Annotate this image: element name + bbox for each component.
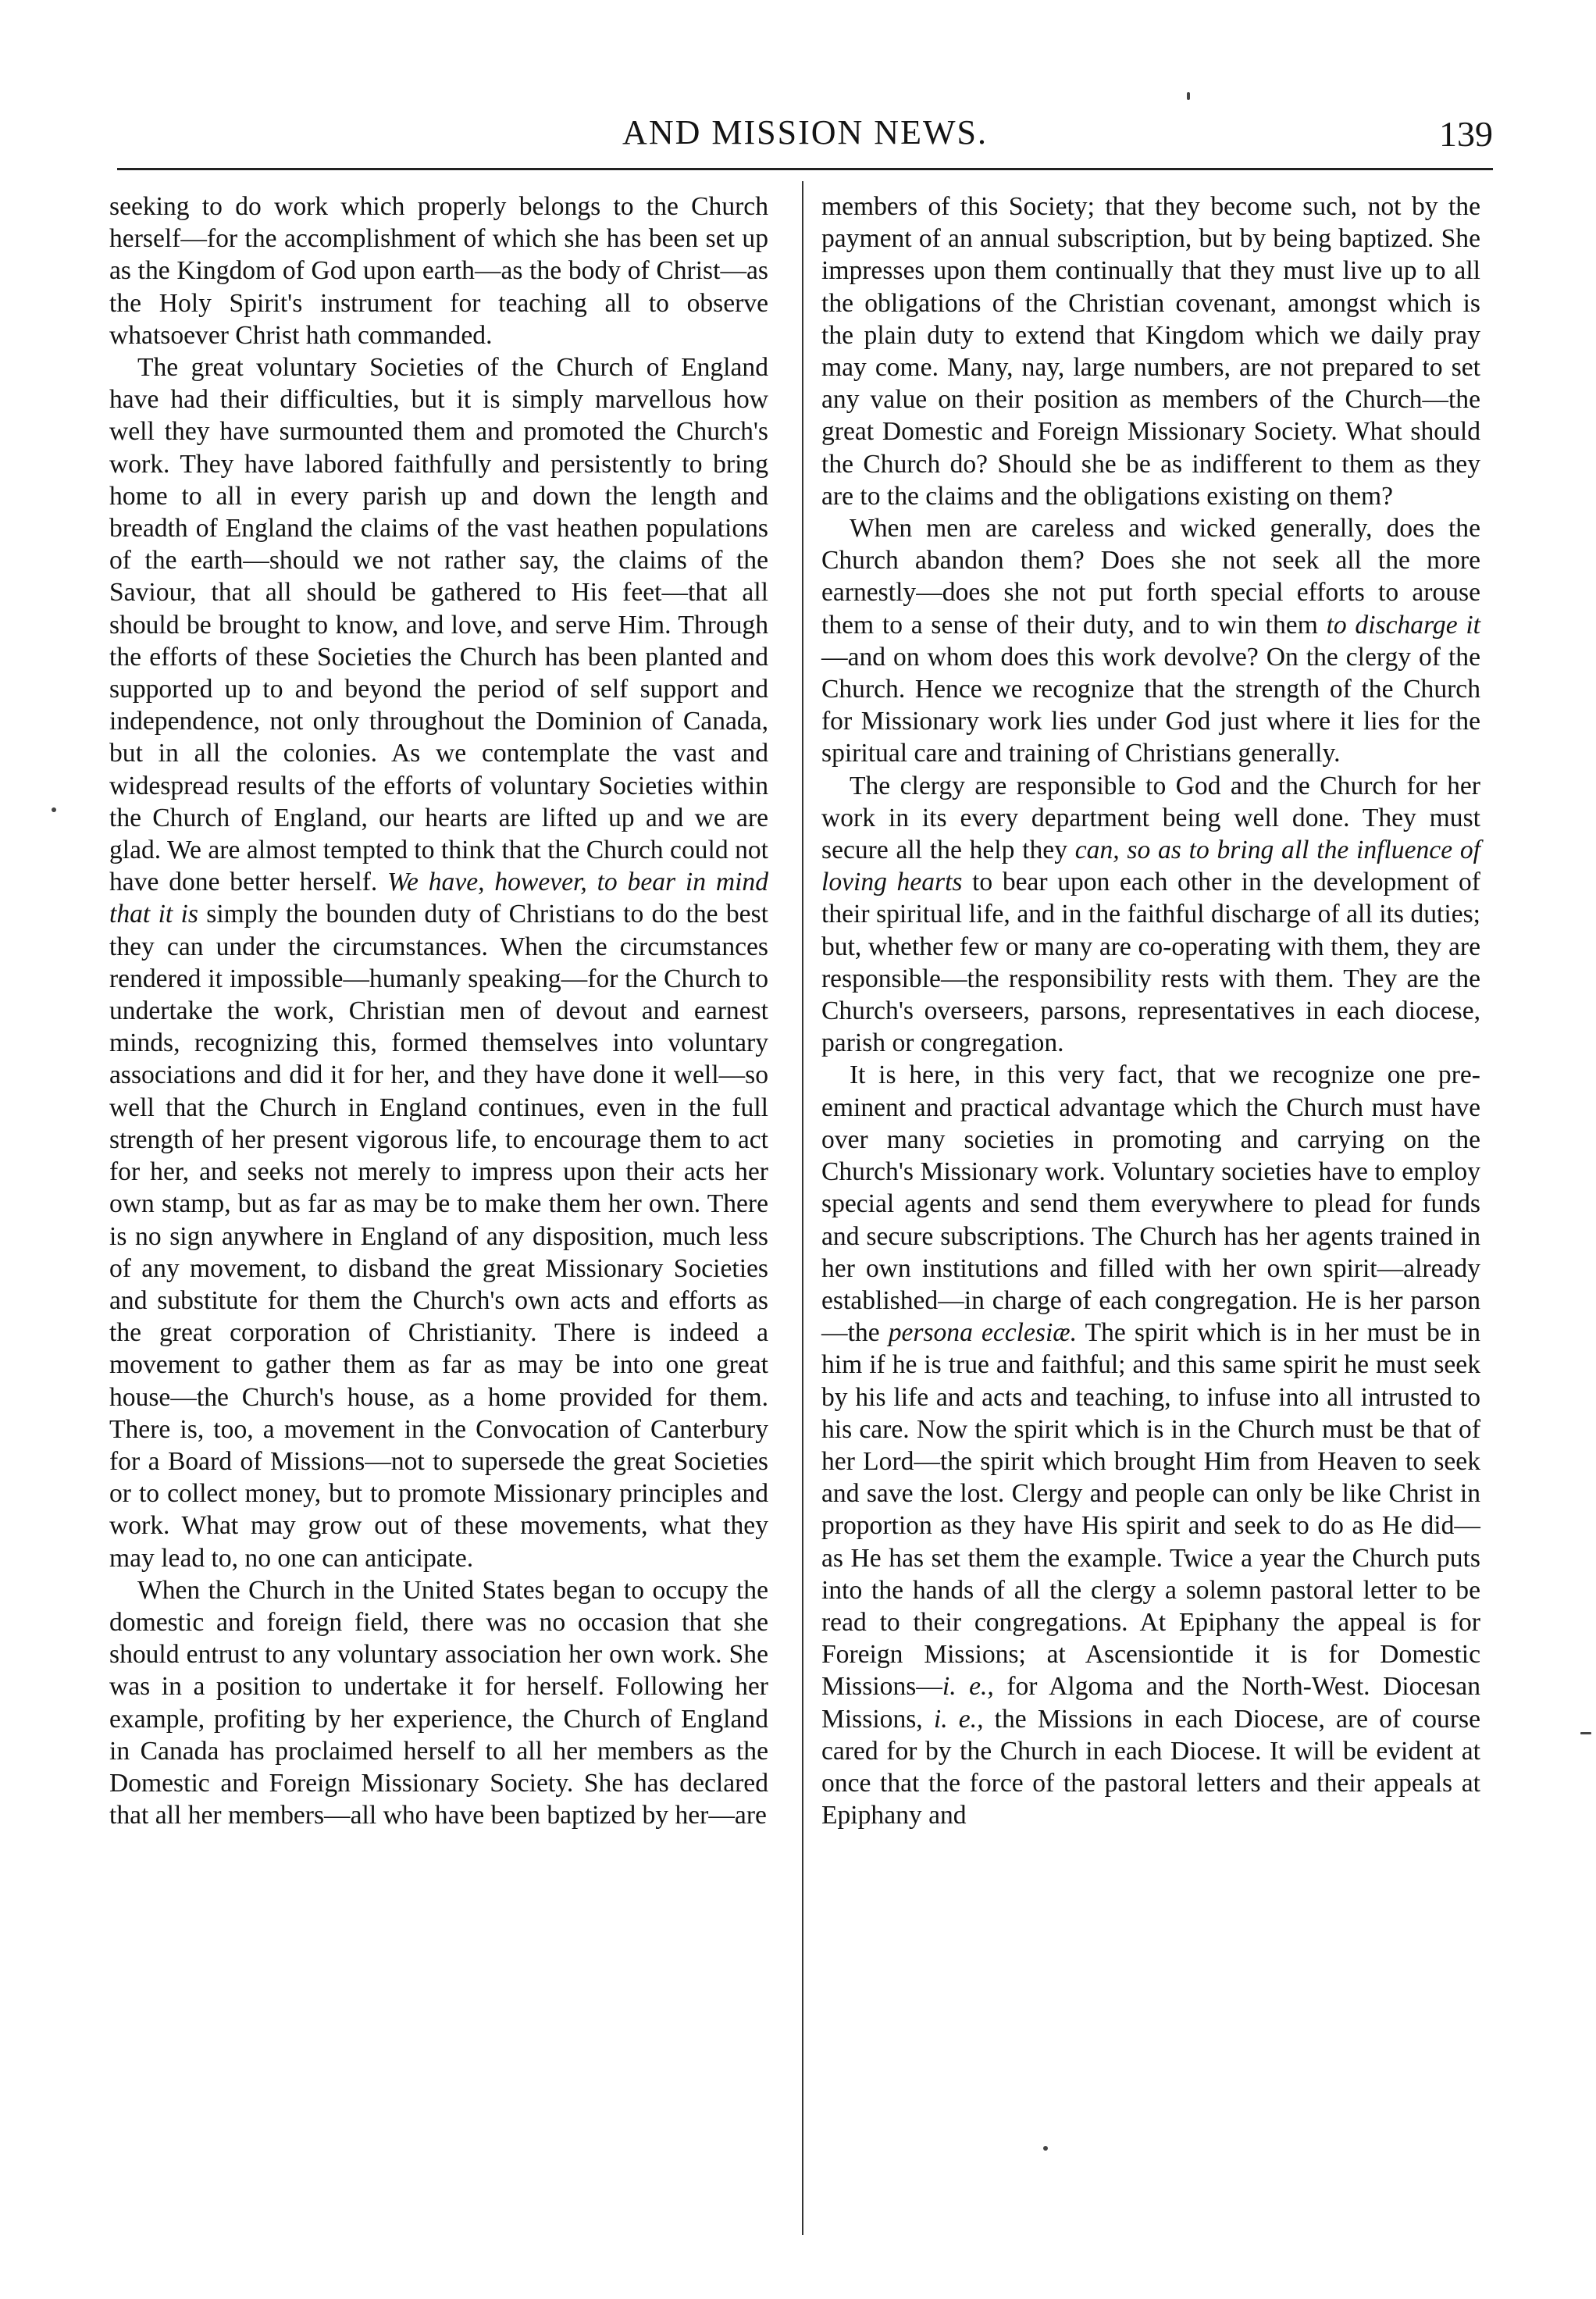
paragraph-pre-eminent-advantage xyxy=(821,1059,1480,1831)
paragraph-voluntary-societies xyxy=(109,351,768,1574)
italic-abbreviation: i. e., xyxy=(942,1672,994,1702)
paragraph-text: When the Church in the United States began to occupy the domestic and foreign field, there was no occasion that she should entrust to any voluntary association her own work. She was in a position to undertake it for herself. Following her example, profiting by her experience, the Church of England in Canada has proclaimed herself to all her members as the Domestic and Foreign Missionary Society. She has declared that all her members—all who have been baptized by her—are xyxy=(109,1575,768,1830)
paragraph-text: The clergy are responsible to God and the Church for her work in its every department being well done. They must secure all the help they xyxy=(821,771,1480,865)
italic-phrase: We have, however, to bear in mind that it is xyxy=(109,868,768,929)
scan-speck xyxy=(1187,92,1190,100)
paragraph-text: the Missions in each Diocese, are of course cared for by the Church in each Diocese. It will be evident at once that the force of the pastoral letters and their appeals at Epiphany and xyxy=(821,1704,1480,1830)
scan-speck xyxy=(1043,2146,1048,2151)
running-title: AND MISSION NEWS. xyxy=(622,113,988,151)
paragraph-united-states xyxy=(109,1574,768,1832)
paragraph-clergy-responsible xyxy=(821,770,1480,1060)
paragraph-careless-men xyxy=(821,512,1480,770)
scan-speck xyxy=(52,807,56,812)
paragraph-text: to bear upon each other in the development of their spiritual life, and in the faithful discharge of all its duties; but, whether few or many are co-operating with them, they are responsible—the responsibility rests with them. They are the Church's overseers, parsons, representatives in each diocese, parish or congregation. xyxy=(821,868,1480,1058)
scan-speck xyxy=(1580,1732,1591,1734)
paragraph-text: —and on whom does this work devolve? On the clergy of the Church. Hence we recognize that the strength of the Church for Missionary work lies under God just where it lies for the spiritual care and training of Christians generally. xyxy=(821,642,1480,768)
paragraph-text: The great voluntary Societies of the Church of England have had their difficulties, but it is simply marvellous how well they have surmounted them and promoted the Church's work. They have labored faithfully and persistently to bring home to all in every parish up and down the length and breadth of England the claims of the vast heathen populations of the earth—should we not rather say, the claims of the Saviour, that all should be gathered to His feet—that all should be brought to know, and love, and serve Him. Through the efforts of these Societies the Church has been planted and supported up to and beyond the period of self support and independence, not only throughout the Dominion of Canada, but in all the colonies. As we contemplate the vast and widespread results of the efforts of voluntary Societies within the Church of England, our hearts are lifted up and we are glad. We are almost tempted to think that the Church could not have done better herself. xyxy=(109,353,768,897)
italic-phrase: to discharge it xyxy=(1326,610,1480,640)
italic-phrase: can, so as to bring all the influence of loving hearts xyxy=(821,836,1480,897)
paragraph-text: The spirit which is in her must be in him if he is true and faithful; and this same spirit he must seek by his life and acts and teaching, to infuse into all intrusted to his care. Now the spirit which is in the Church must be that of her Lord—the spirit which brought Him from Heaven to seek and save the lost. Clergy and people can only be like Christ in proportion as they have His spirit and seek to do as He did—as He has set them the example. Twice a year the Church puts into the hands of all the clergy a solemn pastoral letter to be read to their congregations. At Epiphany the appeal is for Foreign Missions; at Ascensiontide it is for Domestic Missions— xyxy=(821,1318,1480,1702)
italic-phrase: persona ecclesiæ. xyxy=(888,1318,1078,1348)
paragraph-continuation xyxy=(821,191,1480,512)
page-number: 139 xyxy=(1439,114,1493,154)
paragraph-text: simply the bounden duty of Christians to do the best they can under the circumstances. When the circumstances rendered it impossible—humanly speaking—for the Church to undertake the work, Christian men of devout and earnest minds, recognizing this, formed themselves into voluntary associations and did it for her, and they have done it well—so well that the Church in England continues, even in the full strength of her present vigorous life, to encourage them to act for her, and seeks not merely to impress upon their acts her own stamp, but as far as may be to make them her own. There is no sign anywhere in England of any disposition, much less of any movement, to disband the great Missionary Societies and substitute for them the Church's own acts and efforts as the great corporation of Christianity. There is indeed a movement to gather them as far as may be into one great house—the Church's house, as a home provided for them. There is, too, a movement in the Convocation of Canterbury for a Board of Missions—not to supersede the great Societies or to collect money, but to promote Missionary principles and work. What may grow out of these movements, what they may lead to, no one can anticipate. xyxy=(109,900,768,1573)
paragraph-text: members of this Society; that they become such, not by the payment of an annual subscription, but by being baptized. She impresses upon them continually that they must live up to all the obligations of the Christian covenant, amongst which is the plain duty to extend that Kingdom which we daily pray may come. Many, nay, large numbers, are not prepared to set any value on their position as members of the Church—the great Domestic and Foreign Missionary Society. What should the Church do? Should she be as indifferent to them as they are to the claims and the obligations existing on them? xyxy=(821,192,1480,511)
paragraph-continuation xyxy=(109,191,768,351)
paragraph-text: When men are careless and wicked generally, does the Church abandon them? Does she not seek all the more earnestly—does she not put forth special efforts to arouse them to a sense of their duty, and to win them xyxy=(821,514,1480,640)
header-rule xyxy=(117,168,1493,170)
paragraph-text: seeking to do work which properly belongs to the Church herself—for the accomplishment of which she has been set up as the Kingdom of God upon earth—as the body of Christ—as the Holy Spirit's instrument for teaching all to observe whatsoever Christ hath commanded. xyxy=(109,192,768,350)
paragraph-text: for Algoma and the North-West. Diocesan Missions, xyxy=(821,1672,1481,1734)
right-column xyxy=(821,191,1480,1831)
left-column xyxy=(109,191,768,1831)
paragraph-text: It is here, in this very fact, that we recognize one pre-eminent and practical advantage which the Church must have over many societies in promoting and carrying on the Church's Missionary work. Voluntary societies have to employ special agents and send them everywhere to plead for funds and secure subscriptions. The Church has her agents trained in her own institutions and filled with her own spirit—already established—in charge of each congregation. He is her parson—the xyxy=(821,1060,1480,1348)
column-divider xyxy=(802,181,803,2235)
italic-abbreviation: i. e., xyxy=(933,1704,984,1734)
running-head xyxy=(117,109,1493,164)
